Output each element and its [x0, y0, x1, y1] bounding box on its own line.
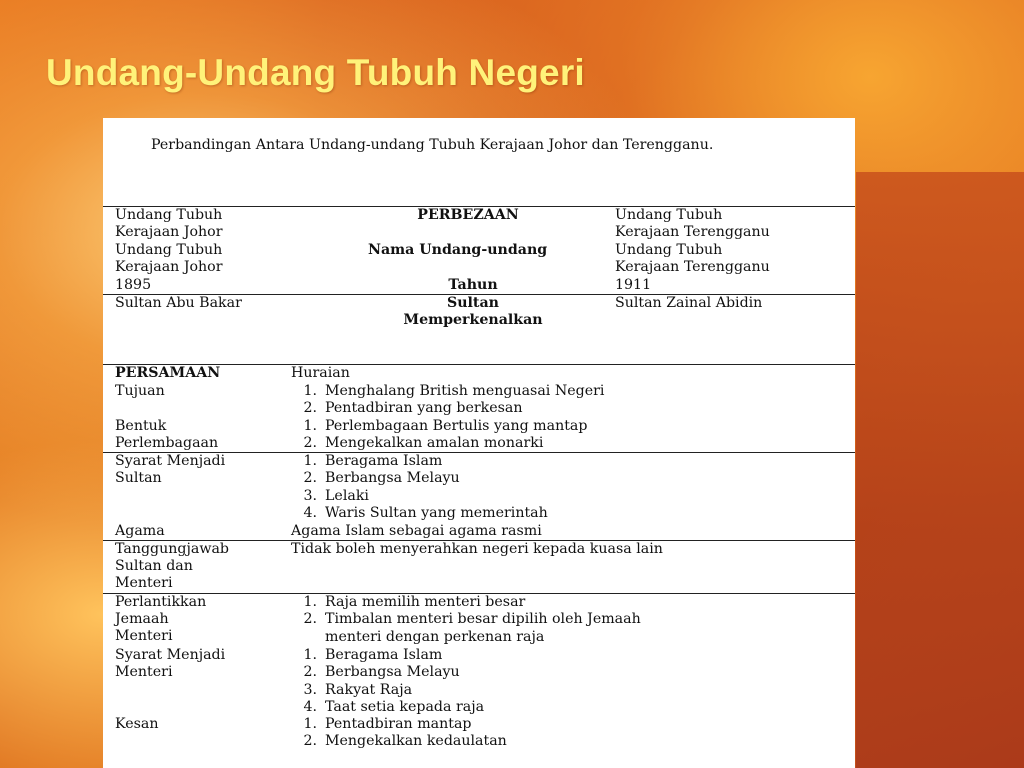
- list-item: 1. Pentadbiran mantap: [303, 716, 472, 732]
- perbezaan-left-3: Undang Tubuh: [115, 242, 223, 258]
- perbezaan-left-2: Kerajaan Johor: [115, 224, 223, 240]
- list-item: 1. Beragama Islam: [303, 453, 443, 469]
- list-item: 3. Lelaki: [303, 487, 369, 504]
- perlantikan-label-3: Menteri: [115, 628, 173, 644]
- tanggungjawab-label-1: Tanggungjawab: [115, 541, 230, 557]
- document-caption: Perbandingan Antara Undang-undang Tubuh Kerajaan Johor dan Terengganu.: [151, 137, 714, 153]
- perlantikan-label-2: Jemaah: [115, 611, 169, 627]
- perbezaan-left-1: Undang Tubuh: [115, 207, 223, 223]
- agama-text: Agama Islam sebagai agama rasmi: [291, 523, 542, 539]
- perbezaan-right-2: Kerajaan Terengganu: [615, 224, 770, 240]
- kesan-label: Kesan: [115, 716, 159, 732]
- agama-label: Agama: [115, 523, 165, 539]
- tahun-heading: Tahun: [448, 277, 498, 293]
- syarat-menteri-list: [287, 647, 484, 717]
- list-item: 4. Waris Sultan yang memerintah: [303, 505, 548, 522]
- syarat-sultan-label-2: Sultan: [115, 470, 162, 486]
- perlantikan-label-1: Perlantikkan: [115, 594, 207, 610]
- list-item: 2. Pentadbiran yang berkesan: [303, 400, 523, 417]
- sultan-heading: Sultan: [446, 295, 499, 311]
- list-item: 1. Perlembagaan Bertulis yang mantap: [303, 418, 588, 434]
- bentuk-label-2: Perlembagaan: [115, 435, 219, 451]
- slide-title: Undang-Undang Tubuh Negeri: [46, 52, 585, 93]
- tujuan-label: Tujuan: [115, 383, 165, 399]
- perlantikan-continuation: menteri dengan perkenan raja: [325, 629, 545, 645]
- list-item: 3. Rakyat Raja: [303, 681, 413, 698]
- tujuan-list: [287, 383, 604, 418]
- perbezaan-left-4: Kerajaan Johor: [115, 259, 223, 275]
- list-item: 2. Mengekalkan amalan monarki: [303, 435, 544, 452]
- perlantikan-list: [287, 594, 641, 629]
- syarat-menteri-label-2: Menteri: [115, 664, 173, 680]
- list-item: 2. Berbangsa Melayu: [303, 664, 460, 681]
- list-item: 4. Taat setia kepada raja: [303, 699, 485, 716]
- list-item: 1. Menghalang British menguasai Negeri: [303, 383, 605, 399]
- comparison-document: [103, 118, 855, 768]
- list-item: 1. Raja memilih menteri besar: [303, 594, 526, 610]
- perbezaan-left-5: 1895: [115, 277, 152, 293]
- bentuk-list: [287, 418, 587, 453]
- kesan-list: [287, 716, 507, 751]
- perbezaan-heading: PERBEZAAN: [417, 207, 519, 223]
- perbezaan-right-1: Undang Tubuh: [615, 207, 723, 223]
- persamaan-heading: PERSAMAAN: [115, 365, 221, 381]
- tanggungjawab-label-3: Menteri: [115, 575, 173, 591]
- syarat-sultan-label-1: Syarat Menjadi: [115, 453, 226, 469]
- perbezaan-right-4: Kerajaan Terengganu: [615, 259, 770, 275]
- tanggungjawab-label-2: Sultan dan: [115, 558, 193, 574]
- list-item: 1. Beragama Islam: [303, 647, 443, 663]
- perbezaan-right-5: 1911: [615, 277, 652, 293]
- sultan-terengganu: Sultan Zainal Abidin: [615, 295, 763, 311]
- sultan-johor: Sultan Abu Bakar: [115, 295, 242, 311]
- list-item: 2. Mengekalkan kedaulatan: [303, 733, 507, 750]
- syarat-menteri-label-1: Syarat Menjadi: [115, 647, 226, 663]
- tanggungjawab-text: Tidak boleh menyerahkan negeri kepada kuasa lain: [291, 541, 663, 557]
- syarat-sultan-list: [287, 453, 548, 523]
- list-item: 2. Berbangsa Melayu: [303, 470, 460, 487]
- perbezaan-right-3: Undang Tubuh: [615, 242, 723, 258]
- memperkenalkan-heading: Memperkenalkan: [403, 312, 543, 328]
- decorative-band: [856, 172, 1024, 768]
- nama-undang-heading: Nama Undang-undang: [368, 242, 548, 258]
- huraian-heading: Huraian: [291, 365, 350, 381]
- list-item: 2. Timbalan menteri besar dipilih oleh Jemaah: [303, 611, 641, 628]
- bentuk-label-1: Bentuk: [115, 418, 167, 434]
